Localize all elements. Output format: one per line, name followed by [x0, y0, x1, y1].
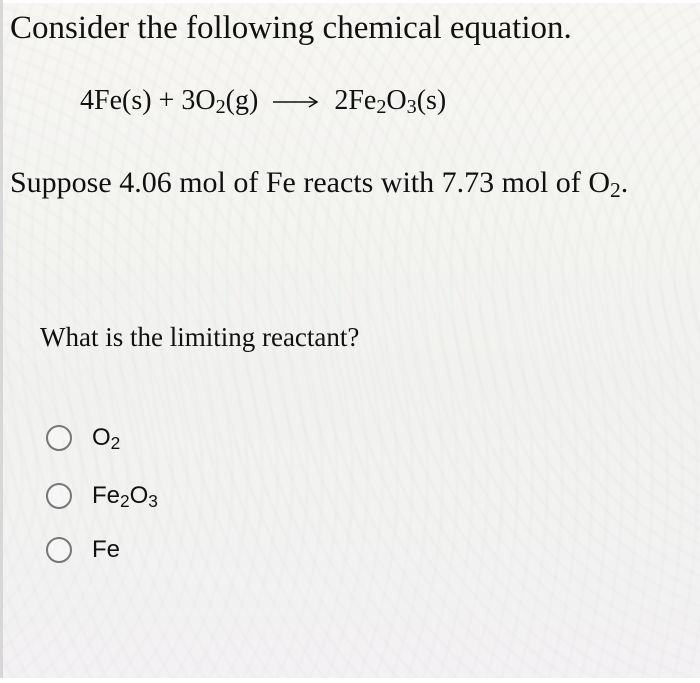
o2-subscript: 2	[215, 96, 226, 119]
option-fe2o3-fe: Fe	[92, 482, 121, 509]
option-fe2o3-o-subscript: 3	[148, 490, 158, 511]
o2-moles: 7.73	[441, 166, 495, 199]
option-label-o2[interactable]	[92, 424, 121, 453]
option-fe-symbol: Fe	[92, 536, 121, 563]
option-o2[interactable]	[46, 421, 120, 455]
product-fe: Fe	[348, 85, 377, 116]
given-period: .	[620, 166, 629, 199]
option-fe2o3-o: O	[129, 482, 149, 509]
chemical-equation	[80, 85, 447, 119]
radio-button-fe2o3[interactable]	[46, 483, 72, 509]
coef-o2: 3	[181, 85, 196, 116]
bottom-border	[0, 678, 700, 683]
option-label-fe2o3[interactable]	[92, 482, 158, 511]
option-fe[interactable]	[46, 533, 120, 567]
intro-text: Consider the following chemical equation.	[10, 10, 572, 46]
product-state: (s)	[416, 85, 447, 116]
radio-button-fe[interactable]	[46, 537, 72, 563]
given-middle-2: mol of	[501, 166, 581, 199]
coef-product: 2	[334, 85, 349, 116]
fe-moles: 4.06	[119, 166, 172, 199]
given-statement	[10, 166, 629, 202]
product-o-subscript: 3	[406, 96, 417, 119]
option-o2-symbol: O	[92, 424, 111, 451]
product-fe-subscript: 2	[376, 96, 387, 119]
o2-symbol: O	[195, 85, 216, 116]
top-border	[0, 0, 700, 3]
product-o: O	[386, 85, 407, 116]
option-fe2o3[interactable]	[46, 479, 158, 513]
given-prefix: Suppose	[10, 166, 112, 199]
o2-state: (g)	[225, 85, 259, 116]
plus-sign: +	[158, 85, 175, 116]
option-o2-subscript: 2	[110, 432, 121, 453]
given-o-symbol: O	[588, 166, 610, 199]
left-border	[0, 0, 3, 683]
coef-fe: 4	[80, 85, 94, 116]
option-label-fe[interactable]	[92, 538, 120, 562]
fe-reactant: Fe(s)	[94, 85, 152, 116]
question-text: What is the limiting reactant?	[40, 322, 360, 352]
option-fe2o3-fe-subscript: 2	[120, 490, 130, 511]
given-o-subscript: 2	[609, 177, 621, 202]
radio-button-o2[interactable]	[46, 425, 72, 451]
given-middle-1: mol of Fe reacts with	[179, 166, 435, 199]
reaction-arrow-icon	[273, 95, 319, 109]
